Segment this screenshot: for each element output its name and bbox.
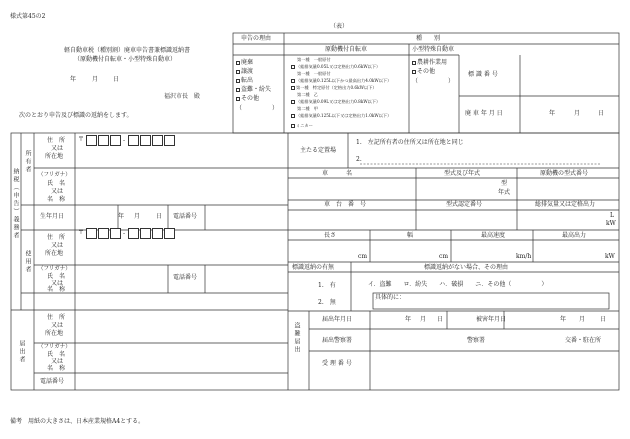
date-day-label: 日 <box>113 76 120 83</box>
user-label: 使用者 <box>24 250 31 274</box>
certified-model-header: 型式認定番号 <box>446 201 483 208</box>
type-header: 種 別 <box>416 35 441 42</box>
scrap-option-other[interactable]: その他 <box>236 96 259 102</box>
owner-birth-day: 日 <box>156 213 163 220</box>
small-special-header: 小型特殊自動車 <box>412 46 455 53</box>
moped-option-text: 第一種 一般原付 <box>297 71 331 76</box>
moped-header: 原動機付自転車 <box>325 46 368 53</box>
checkbox-icon[interactable] <box>291 114 295 118</box>
date-year-label: 年 <box>70 76 77 83</box>
return-no-option[interactable]: 2. 無 <box>318 299 336 306</box>
intro-text: 次のとおり申告及び標識の返納をします。 <box>19 112 133 119</box>
vehicle-name-header: 車 名 <box>322 170 353 177</box>
small-special-agri[interactable]: 農耕作業用 <box>412 60 447 66</box>
moped-option-1[interactable]: （総排気量0.05L又は定格出力0.6kW以下） <box>291 65 380 69</box>
checkbox-icon[interactable] <box>236 61 240 65</box>
checkbox-icon[interactable] <box>236 79 240 83</box>
checkbox-icon[interactable] <box>412 61 416 65</box>
owner-birth-year: 年 <box>118 213 125 220</box>
moped-option-2[interactable]: （総排気量0.125L以下かつ最高出力4.0kW以下） <box>291 79 391 83</box>
height-header: 最高速度 <box>481 232 506 239</box>
notifier-phone-label: 電話番号 <box>40 378 65 385</box>
owner-label: 所有者 <box>24 150 31 174</box>
moped-option-text: 第一種 一般原付 <box>297 57 331 62</box>
checkbox-icon[interactable] <box>291 124 295 128</box>
taxpayer-label: 納税（申告）義務者 <box>12 168 19 240</box>
storage-option-1[interactable]: 1. 左記所有者の住所又は所在地と同じ <box>356 139 464 146</box>
scrap-option-moveout[interactable]: 転出 <box>236 78 253 84</box>
checkbox-icon[interactable] <box>236 97 240 101</box>
moped-option-4[interactable]: （総排気量0.09L又は定格出力0.8kW以下） <box>291 100 380 104</box>
width-header: 幅 <box>407 232 414 239</box>
scrap-date-label: 廃 車 年 月 日 <box>465 110 503 117</box>
koban-label: 交番・駐在所 <box>565 337 602 344</box>
reason-header: 申告の理由 <box>241 35 272 42</box>
plate-number-label: 標 識 番 号 <box>468 71 498 78</box>
scrap-date-year: 年 <box>549 110 556 117</box>
scrap-option-theft-loss[interactable]: 盗難・紛失 <box>236 87 271 93</box>
police-station-label: 届出警察署 <box>322 337 353 344</box>
form-title-line1: 軽自動車税（種別割）廃車申告書兼標識返納書 <box>64 47 191 54</box>
notifier-label: 届出者 <box>18 340 25 364</box>
scrap-other-paren: （ ） <box>236 105 279 112</box>
small-special-other[interactable]: その他 <box>412 69 435 75</box>
checkbox-icon[interactable] <box>291 79 295 83</box>
max-output-header: 最高出力 <box>562 232 587 239</box>
form-number: 様式第45の2 <box>10 13 46 20</box>
width-unit: cm <box>439 253 449 260</box>
addressee: 福沢市長 殿 <box>164 93 201 100</box>
model-year-header: 型式及び年式 <box>444 170 481 177</box>
moped-option-3[interactable]: 第一種 特定原付（定格出力0.6kW以下） <box>291 86 377 90</box>
scrap-option-disposal[interactable]: 廃棄 <box>236 60 253 66</box>
scrap-date-month: 月 <box>574 110 581 117</box>
owner-birth-month: 月 <box>134 213 141 220</box>
return-yes-option[interactable]: 1. 有 <box>318 282 336 289</box>
postal-mark: 〒 <box>78 136 85 143</box>
model-unit: 型 <box>501 180 508 187</box>
report-date-day: 日 <box>437 316 444 323</box>
footnote: 備考 用紙の大きさは、日本産業規格A4とする。 <box>10 418 145 425</box>
form-title-line2: （原動機付自転車・小型特殊自動車） <box>74 56 177 63</box>
displacement-unit-kw: kW <box>606 220 616 227</box>
damage-date-year: 年 <box>560 316 567 323</box>
checkbox-icon[interactable] <box>236 70 240 74</box>
damage-date-label: 被害年月日 <box>476 316 507 323</box>
scrap-date-day: 日 <box>598 110 605 117</box>
length-header: 長さ <box>324 232 337 239</box>
moped-option-text: 第二種 甲 <box>297 106 318 111</box>
moped-option-text: 第二種 乙 <box>297 92 318 97</box>
displacement-unit-l: L <box>610 212 614 219</box>
engine-model-header: 原動機の型式番号 <box>540 170 589 177</box>
small-special-paren: （ ） <box>412 78 455 85</box>
no-return-reasons[interactable]: イ．盗難 ロ．紛失 ハ．破損 ニ．その他（ ） <box>368 281 548 288</box>
owner-birth-label: 生年月日 <box>40 213 65 220</box>
report-date-label: 届出年月日 <box>322 316 353 323</box>
moped-option-5[interactable]: （総排気量0.125L以下又は定格出力1.0kW以下） <box>291 114 391 118</box>
year-unit: 年式 <box>498 189 511 196</box>
damage-date-day: 日 <box>600 316 607 323</box>
postal-mark: 〒 <box>78 229 85 236</box>
speed-unit: km/h <box>516 253 532 260</box>
storage-option-2[interactable]: 2. <box>356 156 362 163</box>
storage-label: 主たる定置場 <box>300 147 337 154</box>
length-unit: cm <box>358 253 368 260</box>
report-date-year: 年 <box>405 316 412 323</box>
user-phone-label: 電話番号 <box>173 274 198 281</box>
output-unit: kW <box>605 253 615 260</box>
checkbox-icon[interactable] <box>291 65 295 69</box>
damage-date-month: 月 <box>579 316 586 323</box>
plate-return-label: 標識返納の有無 <box>292 264 335 271</box>
table-mark: （表） <box>330 23 349 30</box>
checkbox-icon[interactable] <box>291 100 295 104</box>
specific-label: 具体的に： <box>375 294 406 301</box>
receipt-no-label: 受 理 番 号 <box>322 360 352 367</box>
displacement-header: 総排気量又は定格出力 <box>535 201 596 208</box>
police-suffix: 警察署 <box>467 337 486 344</box>
checkbox-icon[interactable] <box>291 86 295 90</box>
theft-report-label: 盗難届出 <box>293 322 300 354</box>
checkbox-icon[interactable] <box>412 70 416 74</box>
chassis-no-header: 車 台 番 号 <box>324 201 367 208</box>
date-month-label: 月 <box>92 76 99 83</box>
moped-option-minicar[interactable]: ミニカー <box>291 124 313 128</box>
main-table-frame <box>11 133 619 390</box>
report-date-month: 月 <box>420 316 427 323</box>
checkbox-icon[interactable] <box>236 88 240 92</box>
scrap-option-transfer[interactable]: 譲渡 <box>236 69 253 75</box>
owner-phone-label: 電話番号 <box>173 213 198 220</box>
no-return-reason-label: 標識返納がない場合、その理由 <box>424 264 509 271</box>
